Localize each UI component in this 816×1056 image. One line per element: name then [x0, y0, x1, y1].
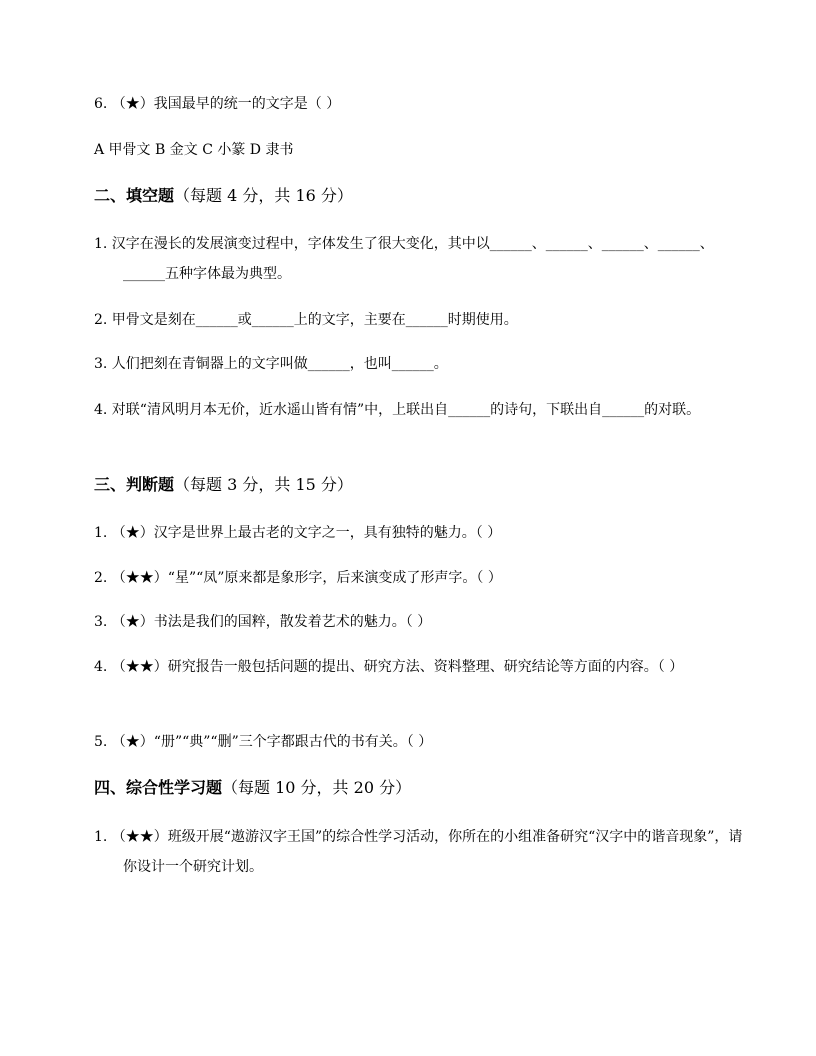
section-3-note: （每题 3 分，共 15 分） [174, 475, 353, 494]
section-2-heading [94, 181, 353, 211]
fill-question-2: 2. 甲骨文是刻在______或______上的文字，主要在______时期使用。 [94, 312, 518, 328]
fill-question-4: 4. 对联“清风明月本无价，近水遥山皆有情”中，上联出自______的诗句，下联出自______的对联。 [94, 402, 701, 418]
judge-question-3: 3. （★）书法是我们的国粹，散发着艺术的魅力。（ ） [94, 614, 432, 630]
section-2-title: 二、填空题 [94, 186, 175, 205]
section-2-note: （每题 4 分，共 16 分） [174, 186, 353, 205]
fill-question-1: 1. 汉字在漫长的发展演变过程中，字体发生了很大变化，其中以______、______、______、______、______五种字体最为典型。 [94, 236, 714, 282]
section-4-title: 四、综合性学习题 [94, 778, 223, 797]
judge-question-1: 1. （★）汉字是世界上最古老的文字之一，具有独特的魅力。（ ） [94, 525, 502, 541]
section-4-heading [94, 773, 411, 803]
section-3-heading [94, 470, 353, 500]
comprehensive-question-1: 1. （★★）班级开展“遨游汉字王国”的综合性学习活动，你所在的小组准备研究“汉字中的谐音现象”，请你设计一个研究计划。 [94, 829, 743, 875]
judge-question-5: 5. （★）“册”“典”“删”三个字都跟古代的书有关。（ ） [94, 734, 433, 750]
judge-question-2: 2. （★★）“星”“凤”原来都是象形字，后来演变成了形声字。（ ） [94, 570, 502, 586]
section-4-note: （每题 10 分，共 20 分） [222, 778, 412, 797]
section-3-title: 三、判断题 [94, 475, 175, 494]
fill-question-3: 3. 人们把刻在青铜器上的文字叫做______，也叫______。 [94, 356, 448, 372]
judge-question-4: 4. （★★）研究报告一般包括问题的提出、研究方法、资料整理、研究结论等方面的内容。（ ） [94, 659, 684, 675]
question-6: 6. （★）我国最早的统一的文字是（ ） [94, 96, 341, 112]
question-6-options: A 甲骨文 B 金文 C 小篆 D 隶书 [94, 142, 294, 158]
